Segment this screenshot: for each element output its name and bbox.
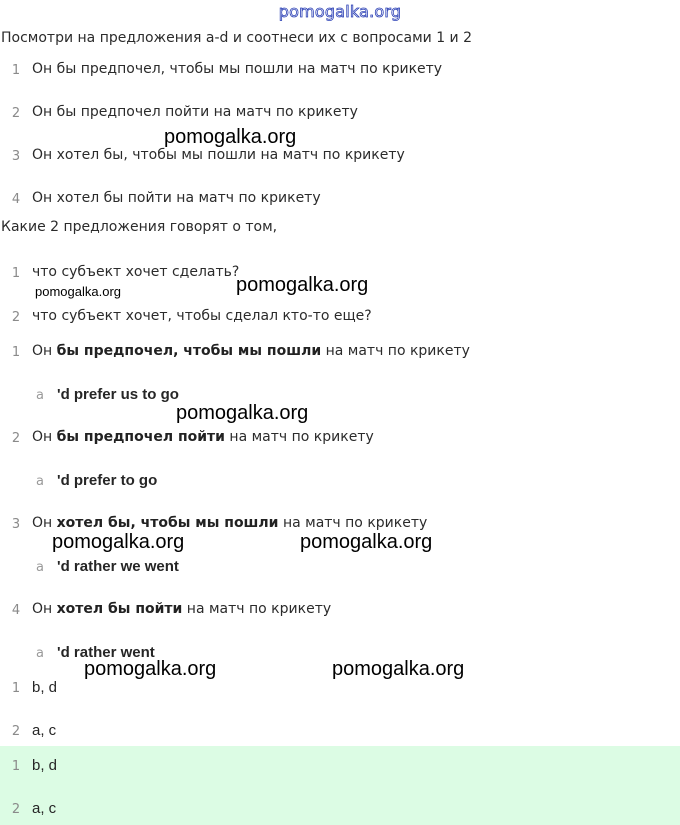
match-number: 4 (11, 603, 21, 618)
answer-text: a, c (32, 722, 57, 739)
task-title: Посмотри на предложения a-d и соотнеси их с вопросами 1 и 2 (1, 30, 473, 46)
answer-text: b, d (32, 679, 58, 696)
sentence-text: Он бы предпочел пойти на матч по крикету (32, 104, 358, 120)
correct-answer-number: 1 (11, 759, 21, 774)
match-number: 3 (11, 517, 21, 532)
sentence-number: 1 (11, 63, 21, 78)
match-sentence: Он бы предпочел пойти на матч по крикету (32, 429, 374, 445)
english-phrase: 'd rather we went (57, 558, 179, 575)
match-letter: a (36, 474, 44, 489)
correct-answer-highlight (0, 746, 680, 825)
watermark: pomogalka.org (176, 402, 309, 424)
sentence-text: Он хотел бы, чтобы мы пошли на матч по крикету (32, 147, 405, 163)
question-intro: Какие 2 предложения говорят о том, (1, 219, 278, 235)
match-letter: a (36, 560, 44, 575)
english-phrase: 'd prefer us to go (57, 386, 179, 403)
watermark: pomogalka.org (52, 531, 185, 553)
sentence-number: 3 (11, 149, 21, 164)
match-letter: a (36, 646, 44, 661)
correct-answer-text: a, c (32, 800, 57, 817)
sentence-number: 2 (11, 106, 21, 121)
watermark: pomogalka.org (300, 531, 433, 553)
question-text: что субъект хочет сделать? (32, 264, 240, 280)
watermark: pomogalka.org (35, 284, 121, 299)
correct-answer-text: b, d (32, 757, 58, 774)
match-number: 2 (11, 431, 21, 446)
question-number: 1 (11, 266, 21, 281)
answer-number: 1 (11, 681, 21, 696)
english-phrase: 'd prefer to go (57, 472, 158, 489)
match-sentence: Он хотел бы пойти на матч по крикету (32, 601, 332, 617)
watermark: pomogalka.org (332, 658, 465, 680)
sentence-number: 4 (11, 192, 21, 207)
match-number: 1 (11, 345, 21, 360)
watermark: pomogalka.org (164, 126, 297, 148)
question-number: 2 (11, 310, 21, 325)
match-letter: a (36, 388, 44, 403)
match-sentence: Он хотел бы, чтобы мы пошли на матч по крикету (32, 515, 428, 531)
answer-number: 2 (11, 724, 21, 739)
match-sentence: Он бы предпочел, чтобы мы пошли на матч по крикету (32, 343, 470, 359)
question-text: что субъект хочет, чтобы сделал кто-то еще? (32, 308, 372, 324)
sentence-text: Он бы предпочел, чтобы мы пошли на матч по крикету (32, 61, 443, 77)
sentence-text: Он хотел бы пойти на матч по крикету (32, 190, 321, 206)
watermark: pomogalka.org (236, 274, 369, 296)
english-phrase: 'd rather went (57, 644, 155, 661)
correct-answer-number: 2 (11, 802, 21, 817)
header-watermark: pomogalka.org (278, 2, 402, 21)
watermark: pomogalka.org (84, 658, 217, 680)
